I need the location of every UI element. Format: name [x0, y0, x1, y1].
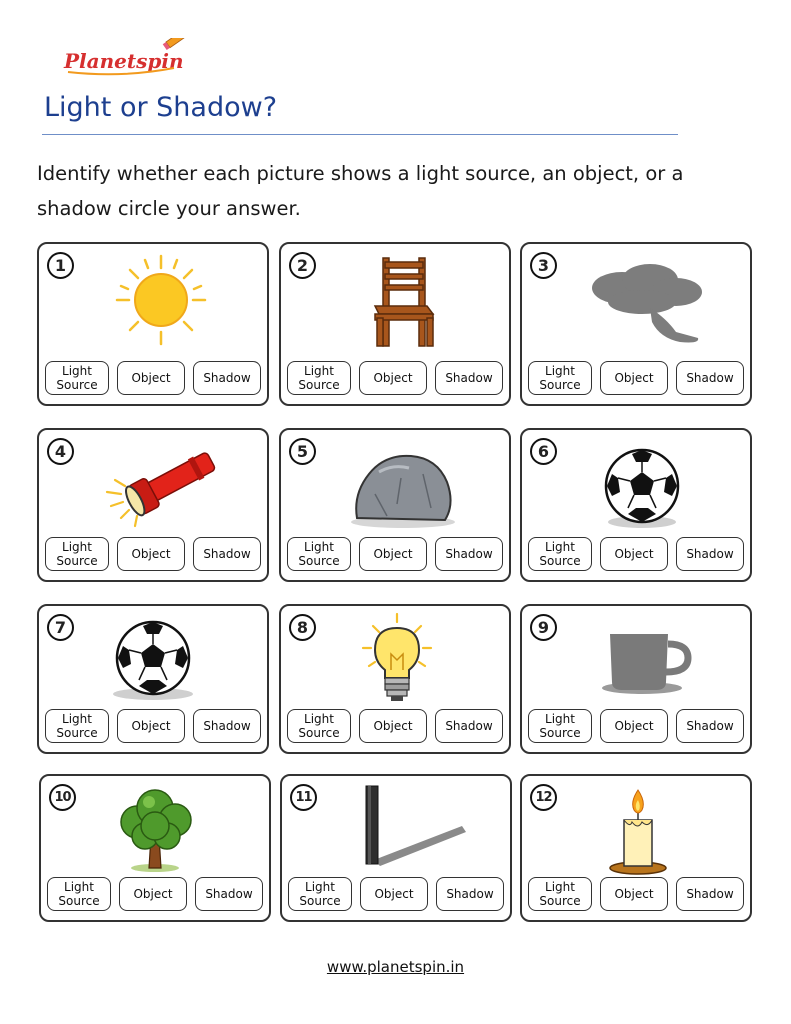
title-divider	[42, 134, 678, 135]
object-option[interactable]: Object	[360, 877, 428, 911]
answer-options	[45, 709, 263, 745]
question-card-2	[279, 242, 511, 406]
chair-icon	[339, 248, 459, 348]
soccer-ball-icon	[97, 610, 217, 710]
answer-options	[528, 361, 746, 397]
answer-options	[528, 877, 746, 913]
object-option[interactable]: Object	[117, 361, 185, 395]
question-card-3	[520, 242, 752, 406]
question-card-6	[520, 428, 752, 582]
light-source-option[interactable]: Light Source	[45, 361, 109, 395]
website-link[interactable]: www.planetspin.in	[326, 958, 465, 976]
answer-options	[287, 709, 505, 745]
question-number: 4	[47, 438, 74, 465]
question-card-12	[520, 774, 752, 922]
answer-options	[45, 361, 263, 397]
pole-shadow-icon	[340, 780, 460, 880]
shadow-option[interactable]: Shadow	[676, 361, 744, 395]
question-card-4	[37, 428, 269, 582]
shadow-option[interactable]: Shadow	[435, 537, 503, 571]
answer-options	[45, 537, 263, 573]
question-card-11	[280, 774, 512, 922]
object-option[interactable]: Object	[359, 709, 427, 743]
question-card-1	[37, 242, 269, 406]
shadow-option[interactable]: Shadow	[193, 709, 261, 743]
answer-options	[528, 709, 746, 745]
answer-options	[288, 877, 506, 913]
light-source-option[interactable]: Light Source	[288, 877, 352, 911]
question-number: 1	[47, 252, 74, 279]
question-card-7	[37, 604, 269, 754]
light-source-option[interactable]: Light Source	[47, 877, 111, 911]
tree-icon	[99, 780, 219, 880]
object-option[interactable]: Object	[117, 709, 185, 743]
shadow-option[interactable]: Shadow	[193, 361, 261, 395]
shadow-option[interactable]: Shadow	[676, 877, 744, 911]
page-title: Light or Shadow?	[44, 92, 278, 123]
shadow-option[interactable]: Shadow	[436, 877, 504, 911]
answer-options	[287, 361, 505, 397]
question-card-10	[39, 774, 271, 922]
light-source-option[interactable]: Light Source	[287, 709, 351, 743]
question-number: 3	[530, 252, 557, 279]
light-source-option[interactable]: Light Source	[287, 361, 351, 395]
question-number: 8	[289, 614, 316, 641]
light-source-option[interactable]: Light Source	[528, 537, 592, 571]
shadow-option[interactable]: Shadow	[193, 537, 261, 571]
light-source-option[interactable]: Light Source	[287, 537, 351, 571]
answer-options	[528, 537, 746, 573]
question-number: 2	[289, 252, 316, 279]
object-option[interactable]: Object	[600, 709, 668, 743]
question-card-5	[279, 428, 511, 582]
question-number: 11	[290, 784, 317, 811]
light-bulb-icon	[339, 610, 459, 710]
question-number: 5	[289, 438, 316, 465]
question-number: 10	[49, 784, 76, 811]
mug-shadow-icon	[580, 610, 700, 710]
object-option[interactable]: Object	[119, 877, 187, 911]
object-option[interactable]: Object	[600, 361, 668, 395]
candle-icon	[580, 780, 700, 880]
object-option[interactable]: Object	[359, 361, 427, 395]
light-source-option[interactable]: Light Source	[45, 709, 109, 743]
answer-options	[287, 537, 505, 573]
answer-options	[47, 877, 265, 913]
question-number: 9	[530, 614, 557, 641]
soccer-ball-icon	[580, 434, 700, 534]
rock-icon	[339, 434, 459, 534]
question-card-8	[279, 604, 511, 754]
planetspin-logo	[62, 38, 192, 78]
light-source-option[interactable]: Light Source	[528, 877, 592, 911]
light-source-option[interactable]: Light Source	[528, 709, 592, 743]
instructions: Identify whether each picture shows a light source, an object, or a shadow circle your answer.	[37, 162, 684, 220]
shadow-option[interactable]: Shadow	[676, 709, 744, 743]
object-option[interactable]: Object	[359, 537, 427, 571]
object-option[interactable]: Object	[117, 537, 185, 571]
question-number: 7	[47, 614, 74, 641]
question-number: 12	[530, 784, 557, 811]
flashlight-icon	[97, 434, 217, 534]
shadow-option[interactable]: Shadow	[435, 361, 503, 395]
light-source-option[interactable]: Light Source	[45, 537, 109, 571]
object-option[interactable]: Object	[600, 537, 668, 571]
light-source-option[interactable]: Light Source	[528, 361, 592, 395]
shadow-option[interactable]: Shadow	[435, 709, 503, 743]
shadow-option[interactable]: Shadow	[676, 537, 744, 571]
object-option[interactable]: Object	[600, 877, 668, 911]
question-number: 6	[530, 438, 557, 465]
question-card-9	[520, 604, 752, 754]
sun-icon	[97, 248, 217, 348]
footer	[0, 958, 791, 976]
tree-shadow-icon	[580, 248, 700, 348]
logo-text: Planetspin	[64, 49, 184, 73]
shadow-option[interactable]: Shadow	[195, 877, 263, 911]
